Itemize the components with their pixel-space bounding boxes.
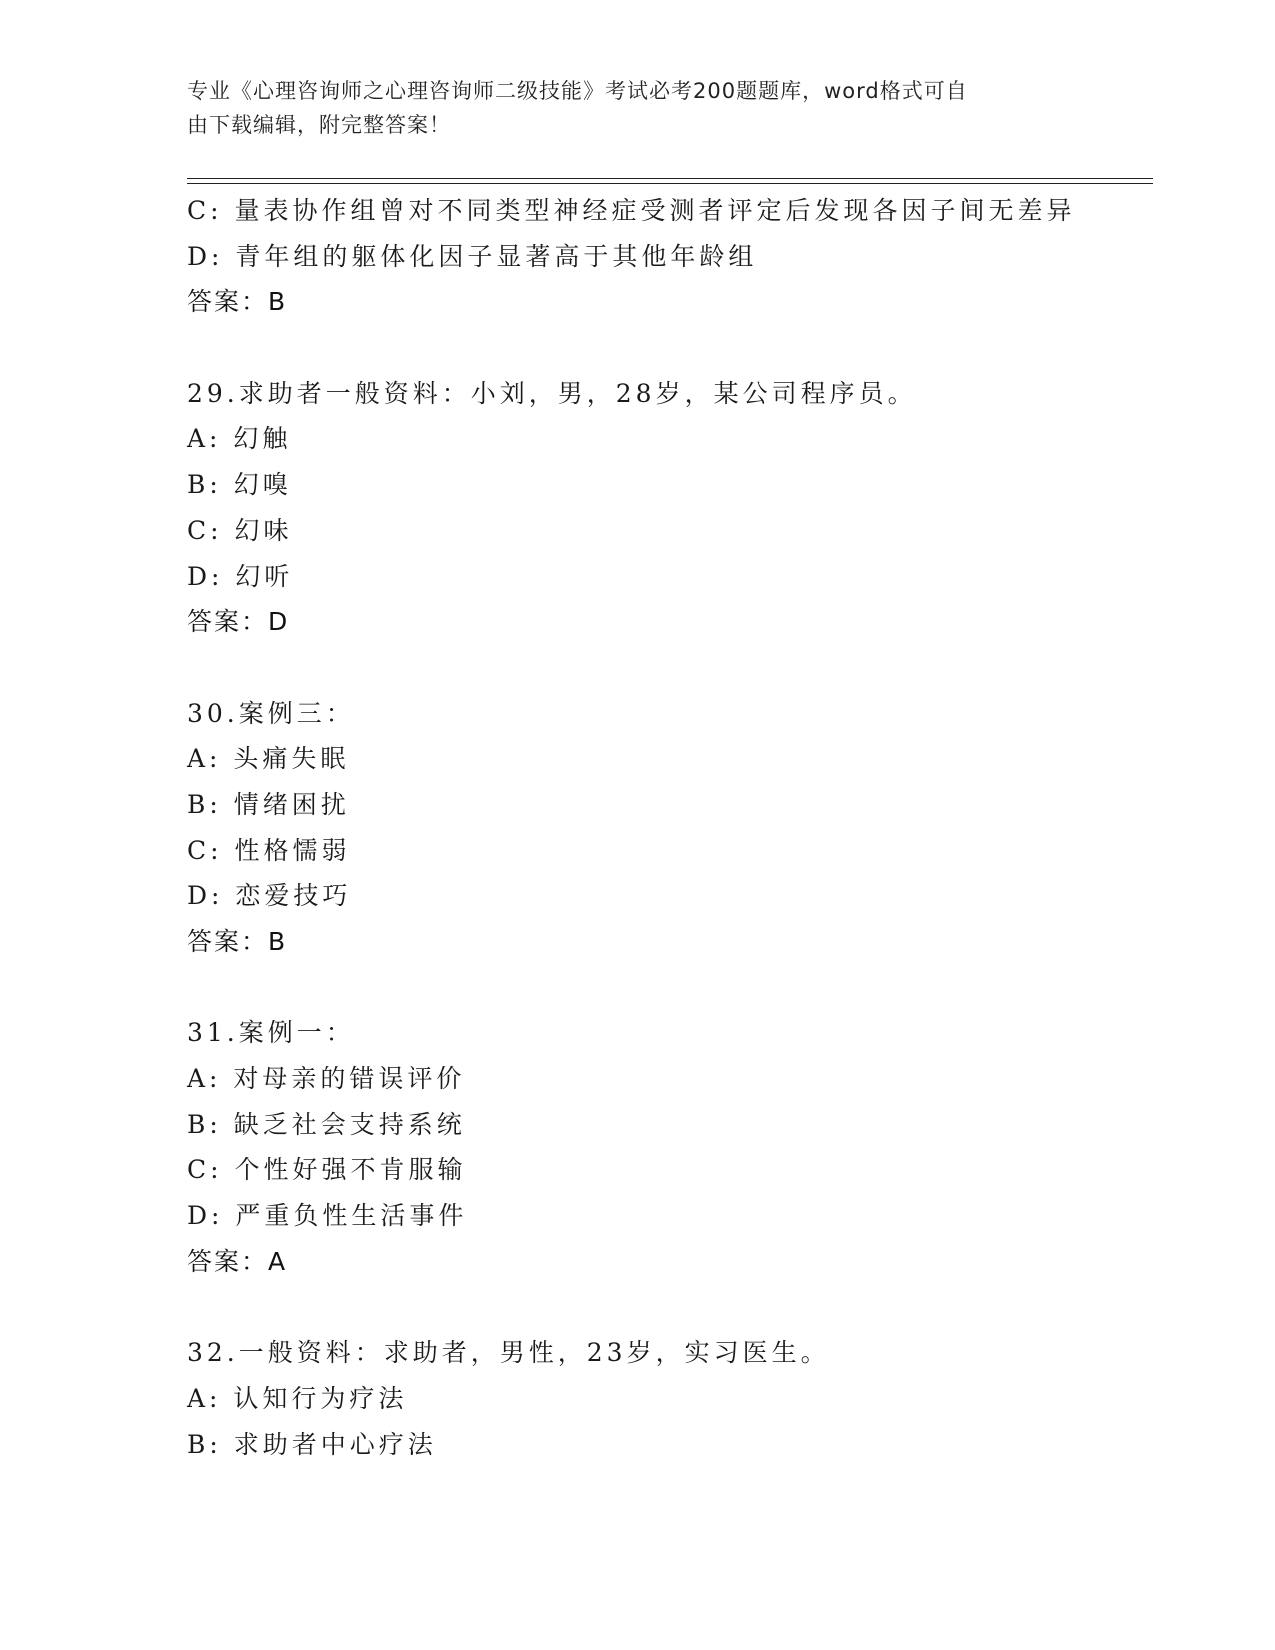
- option-c: C: 幻味: [187, 515, 293, 545]
- option-a: A: 认知行为疗法: [187, 1383, 408, 1413]
- option-b: B: 求助者中心疗法: [187, 1429, 437, 1459]
- header-line-2: 由下载编辑，附完整答案！: [187, 113, 451, 137]
- question-carryover: [187, 188, 1147, 325]
- answer-line: 答案：A: [187, 1246, 288, 1276]
- question-stem: 32.一般资料：求助者，男性，23岁，实习医生。: [187, 1338, 830, 1368]
- option-d: D: 恋爱技巧: [187, 881, 352, 911]
- header-divider-bottom: [187, 183, 1153, 184]
- spacer: [187, 325, 1147, 371]
- header-divider-top: [187, 178, 1153, 179]
- question-29: [187, 371, 1147, 645]
- option-a: A: 对母亲的错误评价: [187, 1064, 466, 1094]
- spacer: [187, 965, 1147, 1011]
- option-b: B: 幻嗅: [187, 470, 292, 500]
- question-stem: 29.求助者一般资料：小刘，男，28岁，某公司程序员。: [187, 378, 917, 408]
- option-a: A: 幻触: [187, 424, 292, 454]
- answer-line: 答案：D: [187, 607, 290, 637]
- option-b: B: 情绪困扰: [187, 789, 350, 819]
- question-stem: 30.案例三：: [187, 698, 355, 728]
- answer-line: 答案：B: [187, 927, 288, 956]
- option-b: B: 缺乏社会支持系统: [187, 1109, 466, 1139]
- option-d: D: 青年组的躯体化因子显著高于其他年龄组: [187, 241, 758, 271]
- document-header: [187, 74, 1067, 142]
- option-c: C: 性格懦弱: [187, 835, 351, 865]
- question-32: [187, 1330, 1147, 1467]
- header-line-1: 专业《心理咨询师之心理咨询师二级技能》考试必考200题题库，word格式可自: [187, 79, 968, 103]
- answer-line: 答案：B: [187, 287, 288, 317]
- question-stem: 31.案例一：: [187, 1018, 355, 1048]
- question-31: [187, 1010, 1147, 1284]
- spacer: [187, 645, 1147, 691]
- option-d: D: 幻听: [187, 561, 294, 591]
- document-body: [187, 188, 1147, 1467]
- option-d: D: 严重负性生活事件: [187, 1201, 468, 1231]
- option-c: C: 个性好强不肯服输: [187, 1155, 467, 1185]
- option-c: C: 量表协作组曾对不同类型神经症受测者评定后发现各因子间无差异: [187, 196, 1076, 225]
- question-30: [187, 691, 1147, 965]
- option-a: A: 头痛失眠: [187, 744, 350, 774]
- spacer: [187, 1285, 1147, 1331]
